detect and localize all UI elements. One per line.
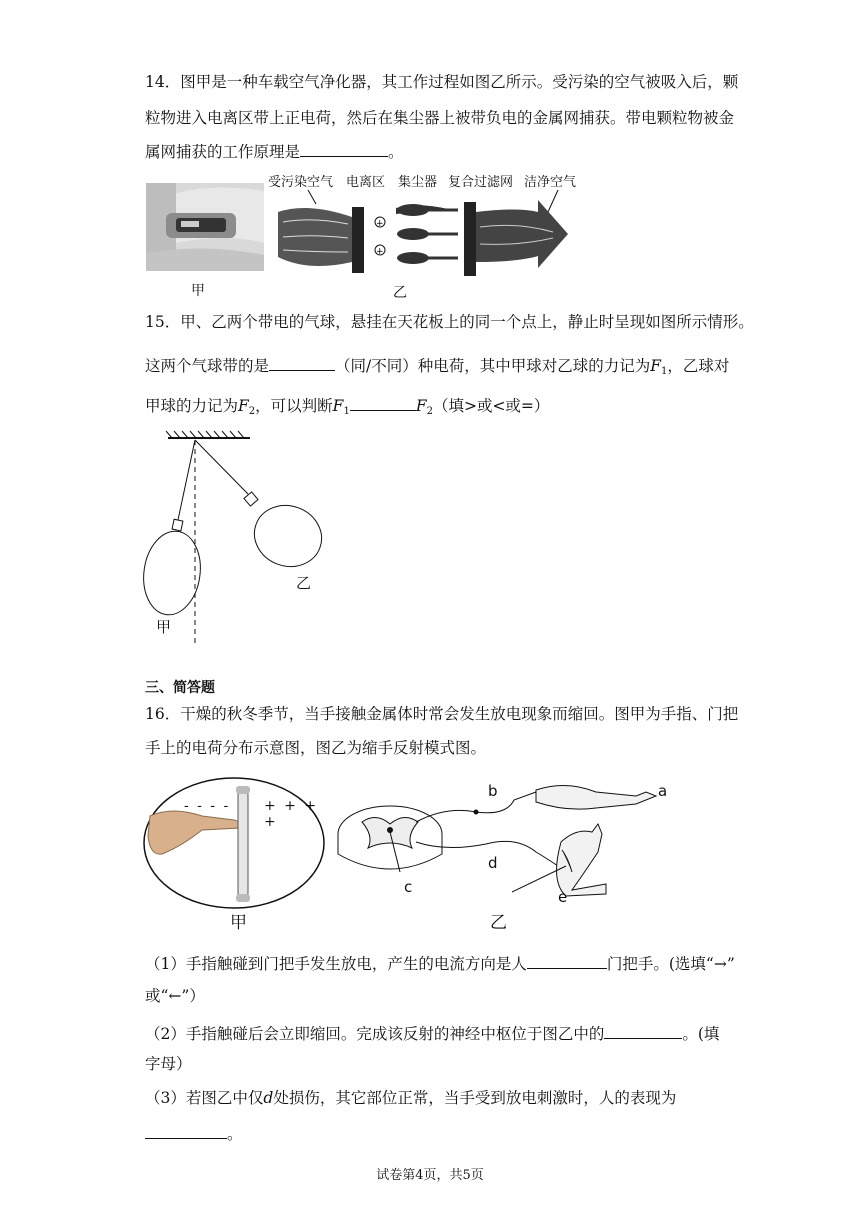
q15-line2-end: ，乙球对: [667, 357, 730, 375]
q16-sub3-mid: 处损伤，其它部位正常，当手受到放电刺激时，人的表现为: [273, 1089, 677, 1107]
q14-caption-jia: 甲: [191, 283, 205, 299]
var-F: F: [332, 397, 344, 415]
q16-sub3-text: （3）若图乙中仅: [145, 1089, 264, 1107]
q16-sub3-line2: [145, 1122, 243, 1144]
q15-blank-charge-type[interactable]: [269, 354, 335, 371]
q16-sub2-blank[interactable]: [604, 1022, 682, 1039]
hand-doorhandle-figure: [142, 776, 326, 910]
balloon-label-yi: 乙: [296, 574, 312, 592]
label-e: e: [558, 888, 568, 906]
q15-line2-text: 这两个气球带的是: [145, 357, 270, 375]
label-ionization-zone: 电离区: [346, 175, 386, 190]
var-d: d: [263, 1089, 274, 1107]
positive-charges: + + + +: [264, 798, 319, 830]
var-sub: 2: [426, 406, 433, 417]
q16-sub3: [145, 1088, 676, 1108]
q15-line3-end: （填>或<或=）: [432, 397, 550, 415]
q16-sub1-end: 门把手。(选填“→”: [606, 955, 735, 973]
var-F: F: [650, 357, 662, 375]
label-a: a: [658, 782, 668, 800]
car-air-purifier-photo: [146, 183, 264, 271]
q16-sub1: [145, 952, 735, 974]
q15-line3-mid: ，可以判断: [255, 397, 333, 415]
label-dust-collector: 集尘器: [398, 175, 438, 190]
label-c: c: [404, 878, 413, 896]
q15-line1: 15．甲、乙两个带电的气球，悬挂在天花板上的同一个点上，静止时呈现如图所示情形。: [145, 313, 754, 331]
q16-sub2-line2: 字母）: [145, 1055, 192, 1073]
q14-line2: 粒物进入电离区带上正电荷，然后在集尘器上被带负电的金属网捕获。带电颗粒物被金: [145, 109, 735, 127]
q14-line3-end: 。: [388, 143, 404, 161]
q16-caption-jia: 甲: [230, 913, 247, 933]
q15-blank-compare[interactable]: [350, 394, 416, 411]
label-polluted-air: 受污染空气: [268, 175, 334, 190]
q14-line1: 14．图甲是一种车载空气净化器，其工作过程如图乙所示。受污染的空气被吸入后，颗: [145, 73, 739, 91]
q16-sub3-end: 。: [227, 1125, 243, 1143]
q14-caption-yi: 乙: [393, 285, 407, 301]
var-sub: 2: [248, 406, 256, 417]
q16-sub3-blank[interactable]: [145, 1122, 227, 1139]
balloons-diagram: [140, 428, 340, 648]
purifier-process-diagram: [268, 172, 588, 282]
q16-line2: 手上的电荷分布示意图，图乙为缩手反射模式图。: [145, 739, 487, 757]
q15-line2: [145, 354, 729, 382]
label-composite-filter: 复合过滤网: [448, 175, 514, 190]
q16-sub1-line2: 或“←”）: [145, 987, 205, 1005]
balloon-label-jia: 甲: [156, 618, 172, 636]
reflex-arc-diagram: [336, 772, 696, 912]
q14-answer-blank[interactable]: [300, 140, 388, 157]
page-footer: 试卷第4页，共5页: [376, 1168, 484, 1183]
svg-text:+: +: [376, 247, 384, 257]
q16-sub2: [145, 1022, 719, 1044]
label-b: b: [488, 782, 498, 800]
q15-line3: [145, 394, 549, 422]
var-sub: 1: [343, 406, 350, 417]
q16-line1: 16．干燥的秋冬季节，当手接触金属体时常会发生放电现象而缩回。图甲为手指、门把: [145, 705, 739, 723]
svg-text:+: +: [376, 219, 384, 229]
q15-line3-text: 甲球的力记为: [145, 397, 239, 415]
q14-line3: [145, 140, 404, 162]
q16-sub2-text: （2）手指触碰后会立即缩回。完成该反射的神经中枢位于图乙中的: [145, 1025, 605, 1043]
q16-sub1-text: （1）手指触碰到门把手发生放电，产生的电流方向是人: [145, 955, 527, 973]
q15-line2-mid: （同/不同）种电荷，其中甲球对乙球的力记为: [335, 357, 651, 375]
q14-line3-text: 属网捕获的工作原理是: [145, 143, 301, 161]
label-d: d: [488, 854, 498, 872]
var-sub: 1: [661, 366, 668, 377]
var-F: F: [415, 397, 427, 415]
label-clean-air: 洁净空气: [524, 175, 577, 190]
var-F: F: [238, 397, 249, 415]
q16-sub1-blank[interactable]: [527, 952, 607, 969]
section-title: 三、简答题: [145, 680, 215, 696]
q16-sub2-end: 。(填: [682, 1025, 720, 1043]
q16-caption-yi: 乙: [490, 913, 507, 933]
negative-charges: - - - -: [184, 798, 231, 814]
